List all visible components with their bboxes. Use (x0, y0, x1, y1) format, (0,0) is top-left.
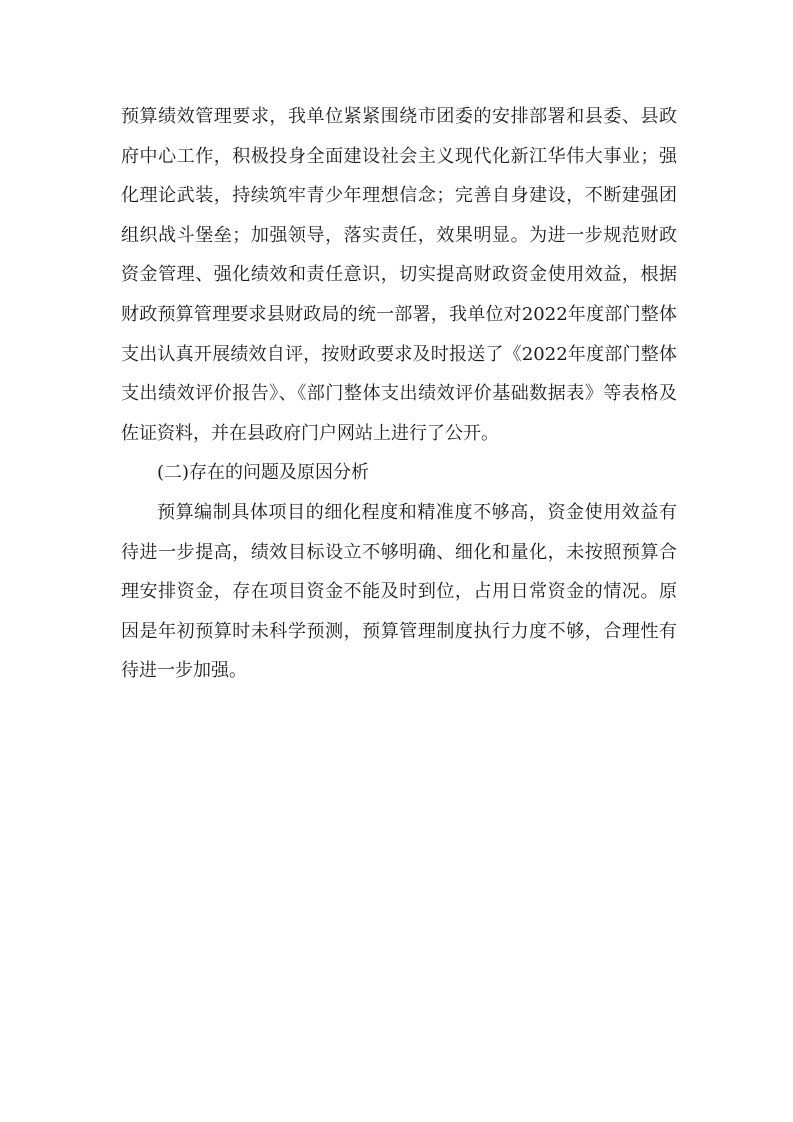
document-body (121, 97, 677, 691)
paragraph-problems-analysis: 预算编制具体项目的细化程度和精准度不够高，资金使用效益有待进一步提高，绩效目标设立不够明确、细化和量化，未按照预算合理安排资金，存在项目资金不能及时到位，占用日常资金的情况。原因是年初预算时未科学预测，预算管理制度执行力度不够，合理性有待进一步加强。 (121, 501, 677, 682)
section-heading-problems: (二)存在的问题及原因分析 (157, 462, 370, 484)
paragraph-continuation: 预算绩效管理要求，我单位紧紧围绕市团委的安排部署和县委、县政府中心工作，积极投身全面建设社会主义现代化新江华伟大事业；强化理论武装，持续筑牢青少年理想信念；完善自身建设，不断建强团组织战斗堡垒；加强领导，落实责任，效果明显。为进一步规范财政资金管理、强化绩效和责任意识，切实提高财政资金使用效益，根据财政预算管理要求县财政局的统一部署，我单位对2022年度部门整体支出认真开展绩效自评，按财政要求及时报送了《2022年度部门整体支出绩效评价报告》、《部门整体支出绩效评价基础数据表》等表格及佐证资料，并在县政府门户网站上进行了公开。 (121, 106, 677, 444)
